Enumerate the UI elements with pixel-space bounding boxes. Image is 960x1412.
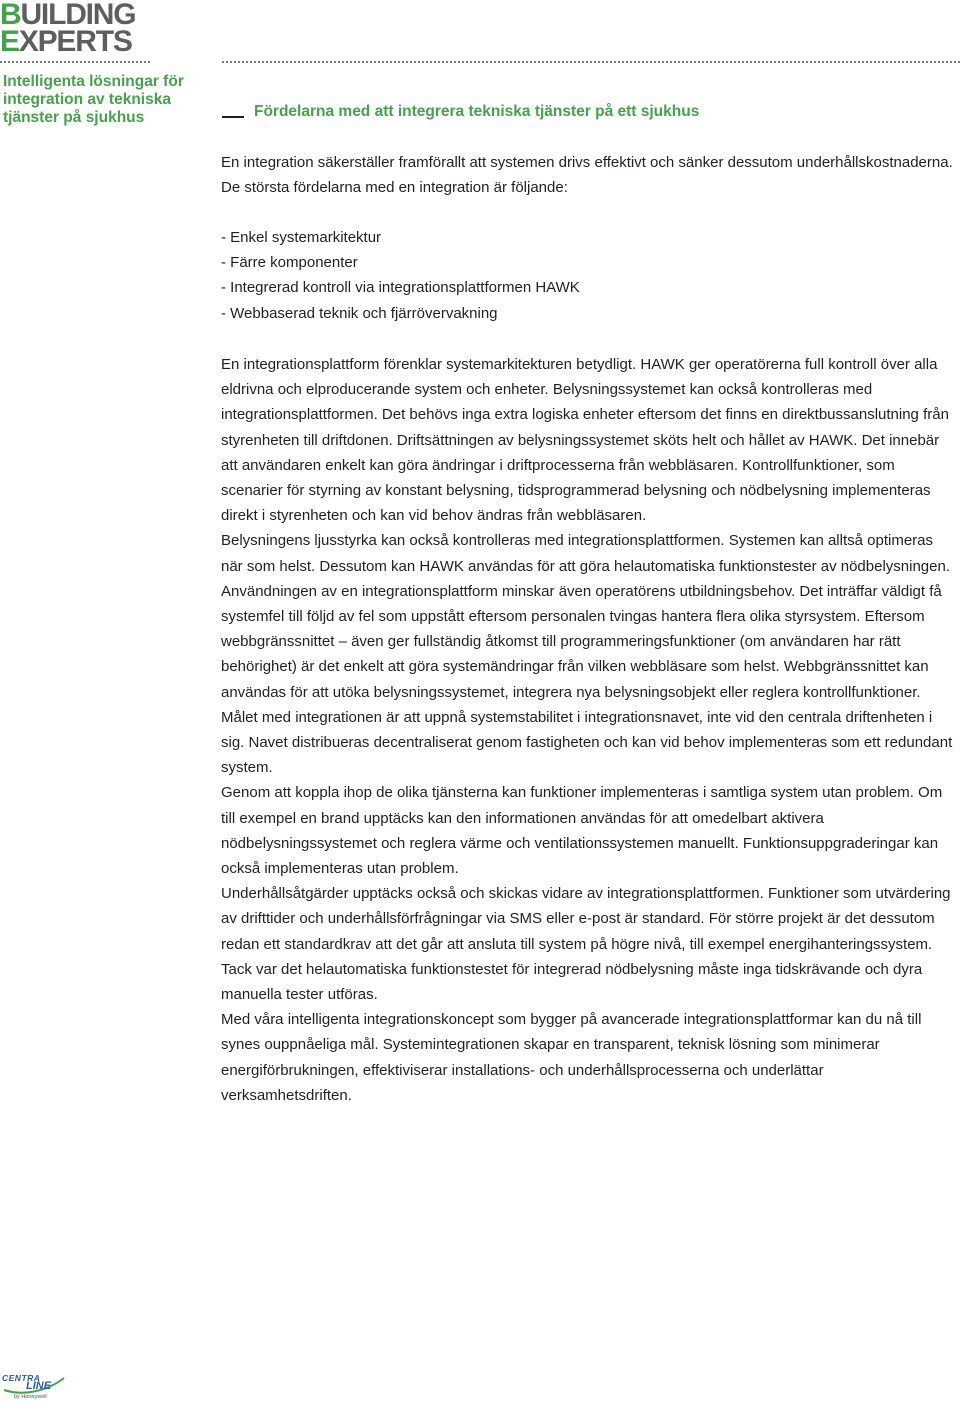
list-item: - Enkel systemarkitektur (221, 229, 382, 246)
main-text (221, 352, 957, 1108)
list-item: - Webbaserad teknik och fjärrövervakning (221, 304, 498, 322)
paragraph: En integrationsplattform förenklar systemarkitekturen betydligt. HAWK ger operatörerna full kontroll över alla eldrivna och elproducerande system och enheter. Belysningssystemet kan också kontrolleras med integrationsplattformen. Det behövs inga extra logiska enheter eftersom det finns en direktbussanslutning från styrenheten till driftdonen. Driftsättningen av belysningssystemet sköts helt och hållet av HAWK. Det innebär att användaren enkelt kan göra ändringar i driftprocesserna från webbläsaren. Kontrollfunktioner, som scenarier för styrning av konstant belysning, tidsprogrammerad belysning och nödbelysning implementeras direkt i styrenheten och kan vid behov ändras från webbläsaren. (221, 356, 949, 525)
dotted-divider-right (222, 61, 960, 63)
paragraph: Belysningens ljusstyrka kan också kontrolleras med integrationsplattformen. Systemen kan alltså optimeras när som helst. Dessutom kan HAWK användas för att göra helautomatiska funktionstester av nödbelysningen. (221, 532, 950, 575)
paragraph: Underhållsåtgärder upptäcks också och skickas vidare av integrationsplattformen. Funktioner som utvärdering av drifttider och underhållsförfrågningar via SMS eller e-post är standard. För större projekt är det dessutom redan ett standardkrav att det går att ansluta till system på högre nivå, till exempel energihanteringssystem. Tack var det helautomatiska funktionstestet för integrerad nödbelysning måste inga tidskrävande och dyra manuella tester utföras. (221, 885, 951, 1004)
centraline-logo (2, 1370, 66, 1410)
side-note: Intelligenta lösningar för integration av tekniska tjänster på sjukhus (3, 73, 184, 126)
logo-line-text: LINE (26, 1380, 52, 1392)
logo-line-experts: EXPERTS (0, 25, 132, 58)
paragraph: Användningen av en integrationsplattform minskar även operatörens utbildningsbehov. Det inträffar väldigt få systemfel till följd av fel som uppstått eftersom personalen tvingas hantera flera olika styrsystem. Eftersom webbgränssnittet – även ger fullständig åtkomst till programmeringsfunktioner (om användaren har rätt behörighet) är det enkelt att göra systemändringar från vilken webbläsare som helst. Webbgränssnittet kan användas för att utöka belysningssystemet, integrera nya belysningsobjekt eller reglera kontrollfunktioner. (221, 582, 942, 701)
dotted-divider-left (0, 61, 150, 63)
paragraph: Målet med integrationen är att uppnå systemstabilitet i integrationsnavet, inte vid den centrala driftenheten i sig. Navet distribueras decentraliserat genom fastigheten och kan vid behov implementeras som ett redundant system. (221, 708, 953, 777)
paragraph: Med våra intelligenta integrationskoncept som bygger på avancerade integrationsplattformar kan du nå till synes ouppnåeliga mål. Systemintegrationen skapar en transparent, teknisk lösning som minimerar energiförbrukningen, effektiviserar installations- och underhållsprocesserna och underlättar verksamhetsdriften. (221, 1011, 922, 1104)
intro-paragraph: En integration säkerställer framförallt att systemen drivs effektivt och sänker dessutom underhållskostnaderna. De största fördelarna med en integration är följande: (221, 154, 953, 197)
paragraph: Genom att koppla ihop de olika tjänsterna kan funktioner implementeras i samtliga system utan problem. Om till exempel en brand upptäcks kan den informationen användas för att omedelbart aktivera nödbelysningssystemet och reglera värme och ventilationssystemen manuellt. Funktionsuppgraderingar kan också implementeras utan problem. (221, 784, 943, 878)
list-item: - Färre komponenter (221, 254, 358, 272)
page-title: Fördelarna med att integrera tekniska tjänster på ett sjukhus (254, 103, 700, 120)
logo-brand-text: CENTRA (2, 1373, 41, 1383)
logo-line-building: BUILDING (0, 0, 136, 31)
heading-dash (222, 116, 244, 118)
benefits-list (221, 225, 957, 326)
logo-byline: by Honeywell (14, 1394, 47, 1400)
building-experts-logo (0, 0, 160, 58)
list-item: - Integrerad kontroll via integrationsplattformen HAWK (221, 279, 580, 297)
